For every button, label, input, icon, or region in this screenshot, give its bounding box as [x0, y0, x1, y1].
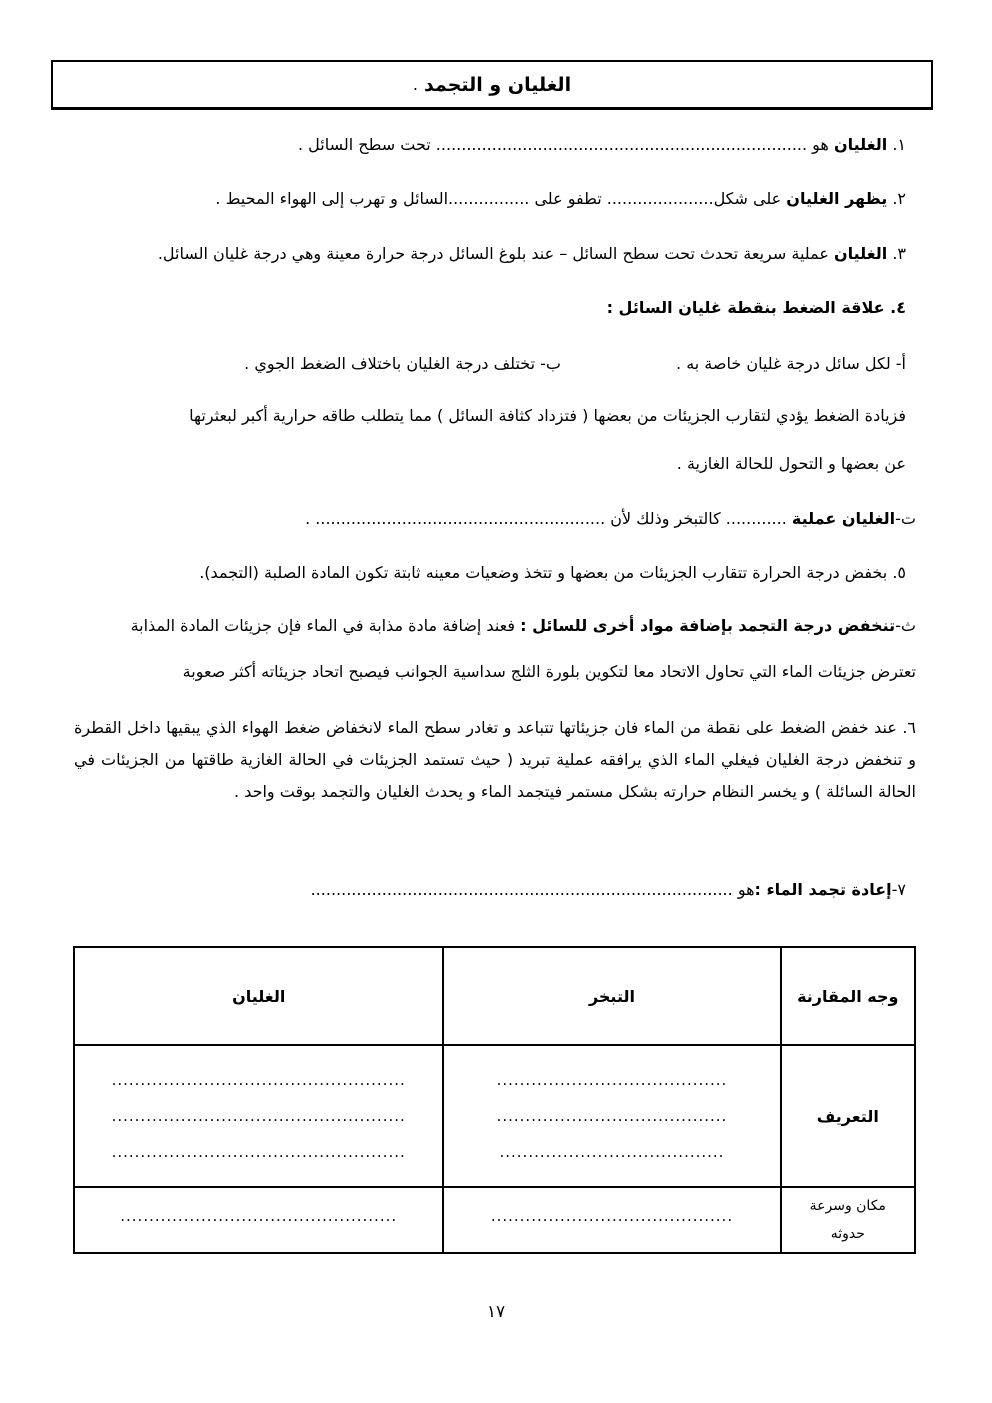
- answer-line: .......................................: [499, 1143, 725, 1161]
- row-label-definition: التعريف: [781, 1045, 915, 1187]
- answer-line: ...................................................: [111, 1107, 406, 1125]
- item-4-paragraph-1: فزيادة الضغط يؤدي لتقارب الجزيئات من بعضها ( فتزداد كثافة السائل ) مما يتطلب طاقه حرارية أكبر لبعثرتها: [189, 406, 906, 425]
- evaporation-place-cell: [443, 1187, 780, 1253]
- item-6: ٦. عند خفض الضغط على نقطة من الماء فان جزيئاتها تتباعد و تغادر سطح الماء لانخفاض ضغط الهواء الذي يبقيها داخل القطرة و تنخفض درجة الغليان فيغلي الماء الذي يرافقه عملية تبريد ( حيث تستمد الجزيئات في الحالة الغازية طاقتها من الجزيئات في الحالة السائلة ) و يخسر النظام حرارته بشكل مستمر فيتجمد الماء و يحدث الغليان والتجمد بوقت واحد .: [74, 718, 916, 801]
- item-4c-text: ............ كالتبخر وذلك لأن ......................................................... .: [305, 509, 787, 528]
- item-4c-term: الغليان عملية: [791, 509, 896, 528]
- answer-line: ...................................................: [111, 1071, 406, 1089]
- item-3: [158, 242, 906, 266]
- title-box: [51, 60, 933, 110]
- item-5-text: بخفض درجة الحرارة تتقارب الجزيئات من بعضها و تتخذ وضعيات معينه ثابتة تكون المادة الصلبة (التجمد).: [199, 563, 888, 582]
- item-1-num: ١.: [892, 135, 906, 154]
- header-comparison-aspect: وجه المقارنة: [781, 947, 915, 1045]
- header-boiling: الغليان: [74, 947, 443, 1045]
- boiling-definition-cell: [74, 1045, 443, 1187]
- item-4c: [305, 507, 916, 531]
- comparison-table: [73, 946, 916, 1254]
- item-7: [311, 878, 906, 902]
- item-7-term: إعادة تجمد الماء :: [754, 880, 892, 899]
- title-dot: .: [412, 75, 418, 94]
- item-1-text: هو ......................................................................... تحت سطح السائل .: [297, 135, 829, 154]
- item-5: [199, 561, 906, 585]
- item-1-term: الغليان: [833, 135, 888, 154]
- row-label-place-speed: مكان وسرعة حدوثه: [781, 1187, 915, 1253]
- item-3-num: ٣.: [892, 244, 906, 263]
- table-header-row: [74, 947, 915, 1045]
- header-evaporation: التبخر: [443, 947, 780, 1045]
- answer-line: ..........................................: [490, 1207, 734, 1225]
- answer-line: ........................................: [496, 1107, 728, 1125]
- item-5c-text: فعند إضافة مادة مذابة في الماء فإن جزيئات المادة المذابة: [130, 616, 516, 635]
- item-5-num: ٥.: [892, 563, 906, 582]
- item-5c-term: تنخفض درجة التجمد بإضافة مواد أخرى للسائل :: [520, 616, 896, 635]
- item-7-text: هو ...................................................................................: [310, 880, 755, 899]
- item-4-heading: علاقة الضغط بنقطة غليان السائل :: [606, 298, 885, 317]
- page-number: ١٧: [486, 1302, 506, 1322]
- item-4-paragraph-2: عن بعضها و التحول للحالة الغازية .: [676, 454, 906, 473]
- item-2-term: يظهر الغليان: [786, 189, 888, 208]
- item-2-num: ٢.: [892, 189, 906, 208]
- item-4c-prefix: ت-: [895, 509, 916, 528]
- item-4: [607, 296, 906, 320]
- evaporation-definition-cell: [443, 1045, 780, 1187]
- page-title: الغليان و التجمد: [424, 73, 572, 96]
- item-3-text: عملية سريعة تحدث تحت سطح السائل – عند بلوغ السائل درجة حرارة معينة وهي درجة غليان السائل.: [157, 244, 829, 263]
- table-row: [74, 1187, 915, 1253]
- answer-line: ........................................: [496, 1071, 728, 1089]
- item-1: [298, 133, 906, 157]
- table-row: [74, 1045, 915, 1187]
- item-2: [215, 187, 906, 211]
- answer-line: ...................................................: [111, 1143, 406, 1161]
- item-5c: [74, 614, 916, 638]
- item-5c-prefix: ث-: [895, 616, 916, 635]
- item-4a: أ- لكل سائل درجة غليان خاصة به .: [676, 354, 906, 373]
- item-2-text: على شكل..................... تطفو على ................السائل و تهرب إلى الهواء المحيط .: [215, 189, 782, 208]
- boiling-place-cell: [74, 1187, 443, 1253]
- item-4b: ب- تختلف درجة الغليان باختلاف الضغط الجوي .: [244, 354, 561, 373]
- item-4-num: ٤.: [890, 298, 906, 317]
- item-5c-line-2: تعترض جزيئات الماء التي تحاول الاتحاد معا لتكوين بلورة الثلج سداسية الجوانب فيصبح اتحاد جزيئاته أكثر صعوبة: [182, 662, 916, 681]
- answer-line: ................................................: [120, 1207, 398, 1225]
- item-3-term: الغليان: [833, 244, 888, 263]
- item-7-prefix: ٧-: [891, 880, 906, 899]
